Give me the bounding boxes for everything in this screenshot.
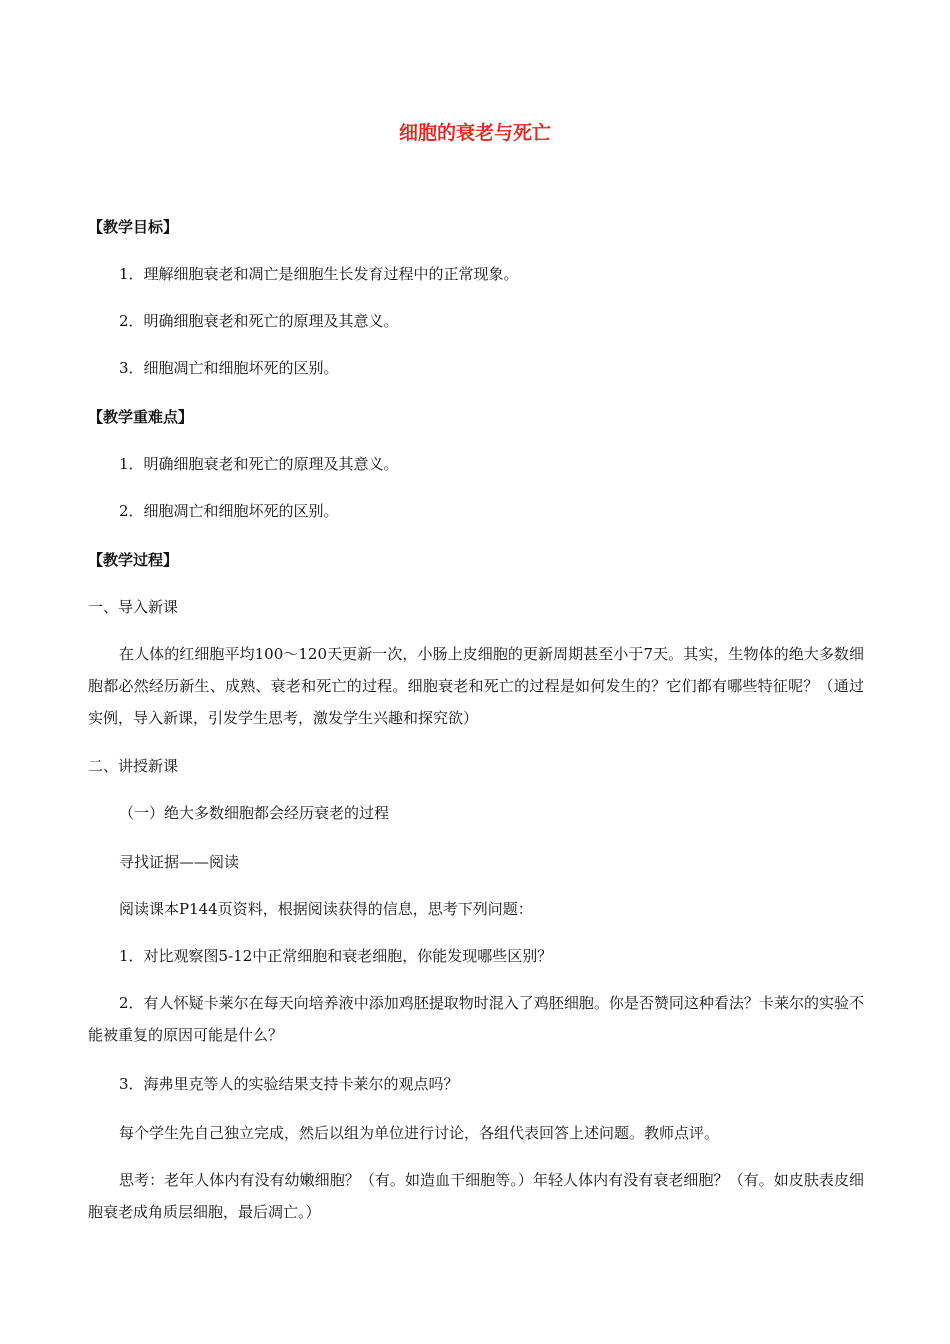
intro-paragraph: 在人体的红细胞平均100～120天更新一次，小肠上皮细胞的更新周期甚至小于7天。其实，生物体的绝大多数细胞都必然经历新生、成熟、衰老和死亡的过程。细胞衰老和死亡的过程是如何发生的？它们都有哪些特征呢？（通过实例，导入新课，引发学生思考，激发学生兴趣和探究欲） [88,645,864,727]
section-2-title: 二、讲授新课 [88,757,179,775]
objective-1: 1．理解细胞衰老和凋亡是细胞生长发育过程中的正常现象。 [119,265,519,283]
keypoint-1: 1．明确细胞衰老和死亡的原理及其意义。 [119,455,399,473]
subsection-1-title: （一）绝大多数细胞都会经历衰老的过程 [119,804,390,822]
heading-objectives: 【教学目标】 [88,218,179,236]
discussion-line: 每个学生先自己独立完成，然后以组为单位进行讨论，各组代表回答上述问题。教师点评。 [119,1124,720,1142]
question-3: 3．海弗里克等人的实验结果支持卡莱尔的观点吗？ [119,1075,459,1093]
objective-2: 2．明确细胞衰老和死亡的原理及其意义。 [119,312,399,330]
keypoint-2: 2．细胞凋亡和细胞坏死的区别。 [119,502,339,520]
question-1: 1．对比观察图5-12中正常细胞和衰老细胞，你能发现哪些区别？ [119,947,553,965]
objective-3: 3．细胞凋亡和细胞坏死的区别。 [119,359,339,377]
reading-line: 阅读课本P144页资料，根据阅读获得的信息，思考下列问题： [119,900,533,918]
evidence-line: 寻找证据——阅读 [119,853,240,871]
document-title: 细胞的衰老与死亡 [398,122,551,144]
heading-keypoints: 【教学重难点】 [88,408,194,426]
section-1-title: 一、导入新课 [88,598,179,616]
think-paragraph: 思考：老年人体内有没有幼嫩细胞？（有。如造血干细胞等。）年轻人体内有没有衰老细胞？（有。如皮肤表皮细胞衰老成角质层细胞，最后凋亡。） [88,1171,864,1221]
heading-process: 【教学过程】 [88,551,179,569]
question-2: 2．有人怀疑卡莱尔在每天向培养液中添加鸡胚提取物时混入了鸡胚细胞。你是否赞同这种看法？卡莱尔的实验不能被重复的原因可能是什么？ [88,994,864,1044]
